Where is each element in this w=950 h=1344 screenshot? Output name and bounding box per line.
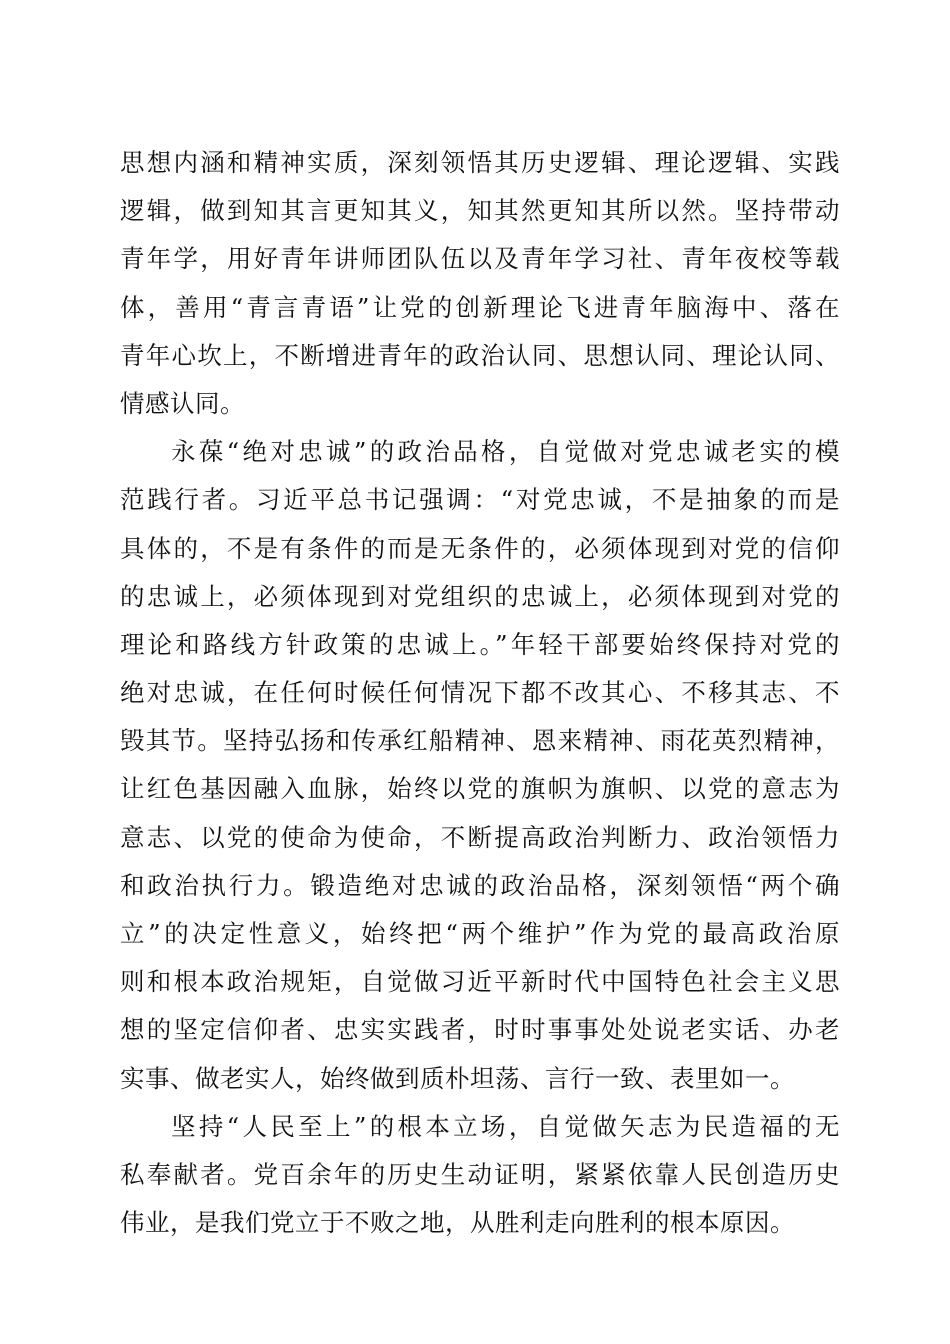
body-text	[120, 139, 840, 1247]
text-line: 理论和路线方针政策的忠诚上。”年轻干部要始终保持对党的	[120, 629, 840, 659]
text-line: 情感认同。	[120, 388, 245, 418]
text-line: 则和根本政治规矩，自觉做习近平新时代中国特色社会主义思	[120, 967, 840, 997]
text-line: 实事、做老实人，始终做到质朴坦荡、言行一致、表里如一。	[120, 1063, 795, 1093]
text-line: 伟业，是我们党立于不败之地，从胜利走向胜利的根本原因。	[120, 1208, 795, 1238]
text-line: 范践行者。习近平总书记强调：“对党忠诚，不是抽象的而是	[120, 485, 840, 515]
text-line: 坚持“人民至上”的根本立场，自觉做矢志为民造福的无	[171, 1111, 840, 1141]
text-line: 体，善用“青言青语”让党的创新理论飞进青年脑海中、落在	[120, 292, 840, 322]
text-line: 的忠诚上，必须体现到对党组织的忠诚上，必须体现到对党的	[120, 581, 840, 611]
text-line: 永葆“绝对忠诚”的政治品格，自觉做对党忠诚老实的模	[171, 437, 840, 467]
text-line: 绝对忠诚，在任何时候任何情况下都不改其心、不移其志、不	[120, 678, 840, 708]
text-line: 青年学，用好青年讲师团队伍以及青年学习社、青年夜校等载	[120, 244, 840, 274]
text-line: 立”的决定性意义，始终把“两个维护”作为党的最高政治原	[120, 919, 840, 948]
text-line: 和政治执行力。锻造绝对忠诚的政治品格，深刻领悟“两个确	[120, 870, 840, 900]
text-line: 具体的，不是有条件的而是无条件的，必须体现到对党的信仰	[120, 533, 840, 563]
text-line: 私奉献者。党百余年的历史生动证明，紧紧依靠人民创造历史	[120, 1159, 840, 1189]
text-line: 青年心坎上，不断增进青年的政治认同、思想认同、理论认同、	[120, 340, 840, 370]
text-line: 想的坚定信仰者、忠实实践者，时时事事处处说老实话、办老	[120, 1015, 840, 1045]
text-line: 逻辑，做到知其言更知其义，知其然更知其所以然。坚持带动	[120, 196, 840, 226]
text-line: 思想内涵和精神实质，深刻领悟其历史逻辑、理论逻辑、实践	[120, 148, 840, 177]
text-line: 让红色基因融入血脉，始终以党的旗帜为旗帜、以党的意志为	[120, 774, 840, 804]
text-line: 毁其节。坚持弘扬和传承红船精神、恩来精神、雨花英烈精神，	[120, 726, 840, 756]
text-line: 意志、以党的使命为使命，不断提高政治判断力、政治领悟力	[120, 822, 840, 852]
